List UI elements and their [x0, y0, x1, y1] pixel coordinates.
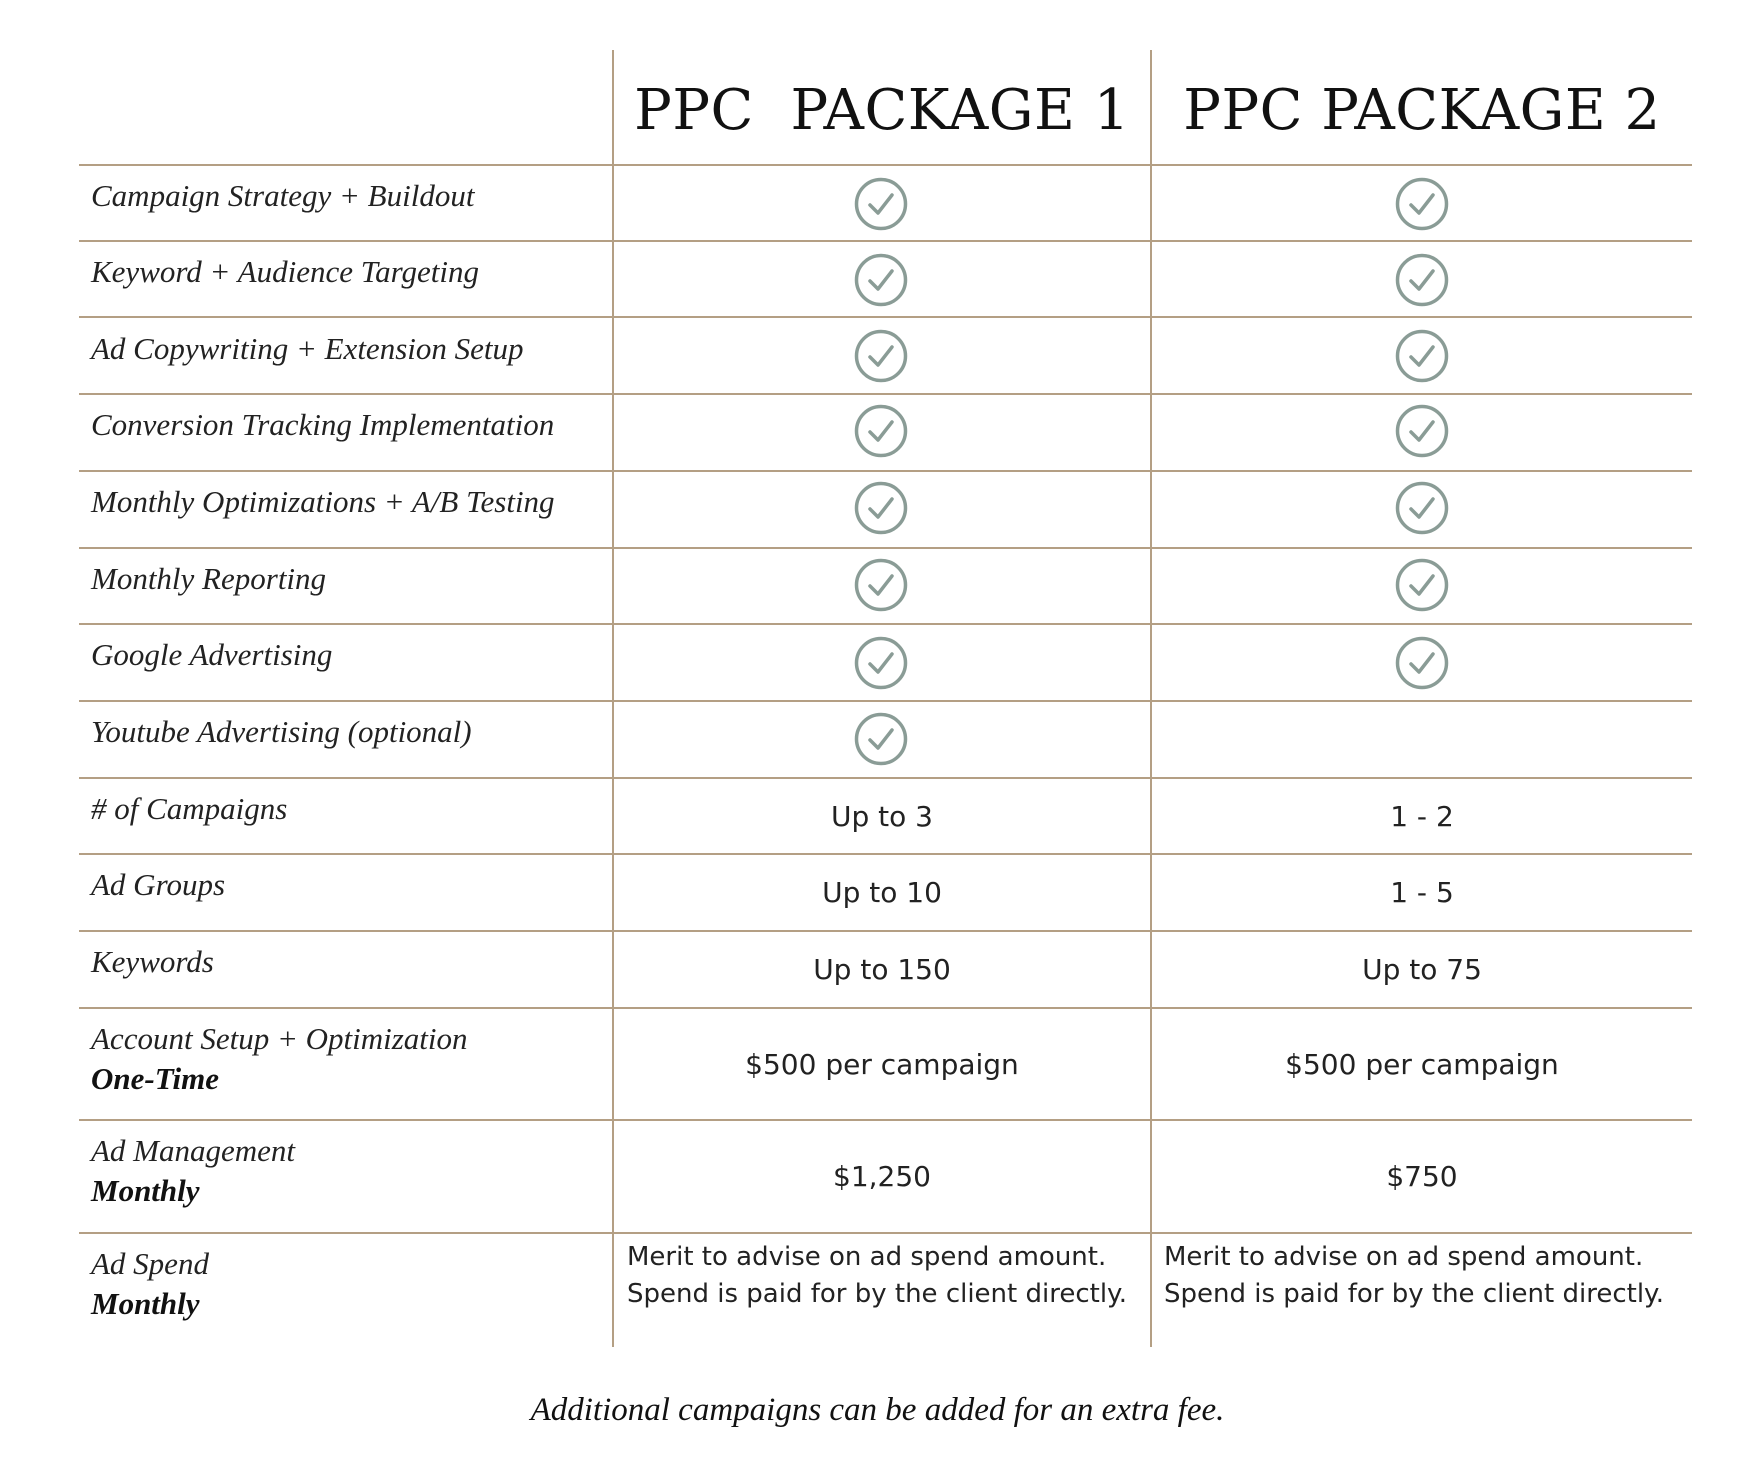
- limit-label: Keywords: [91, 944, 214, 979]
- check-circle-icon: [854, 404, 908, 458]
- check-circle-icon: [854, 253, 908, 307]
- check-circle-icon: [1395, 177, 1449, 231]
- ad-spend-label-text: Ad Spend: [91, 1246, 209, 1281]
- row-divider: [79, 164, 1692, 166]
- check-circle-icon: [1395, 481, 1449, 535]
- ad-spend-sublabel: Monthly: [91, 1286, 200, 1321]
- pricing-sublabel: Monthly: [91, 1173, 200, 1208]
- feature-label: Campaign Strategy + Buildout: [91, 178, 475, 213]
- ad-spend-label: [91, 1244, 209, 1324]
- limit-value: 1 - 2: [1390, 799, 1454, 833]
- pricing-label: [91, 1019, 468, 1099]
- feature-label: Keyword + Audience Targeting: [91, 254, 480, 289]
- footer-note: Additional campaigns can be added for an extra fee.: [530, 1392, 1225, 1428]
- check-circle-icon: [854, 481, 908, 535]
- package-1-title: PPC PACKAGE 1: [634, 77, 1130, 143]
- price-value: $500 per campaign: [1285, 1047, 1559, 1081]
- check-circle-icon: [1395, 253, 1449, 307]
- feature-label: Monthly Optimizations + A/B Testing: [91, 484, 555, 519]
- ad-spend-note-line: Spend is paid for by the client directly.: [627, 1279, 1127, 1309]
- check-circle-icon: [1395, 404, 1449, 458]
- price-value: $750: [1386, 1160, 1458, 1193]
- feature-label: Youtube Advertising (optional): [91, 714, 472, 749]
- ad-spend-note-line: Spend is paid for by the client directly.: [1164, 1279, 1664, 1309]
- check-circle-icon: [854, 329, 908, 383]
- row-divider: [79, 316, 1692, 318]
- row-divider: [79, 623, 1692, 625]
- pricing-label: [91, 1131, 295, 1211]
- row-divider: [79, 240, 1692, 242]
- check-circle-icon: [1395, 329, 1449, 383]
- feature-label: Monthly Reporting: [91, 561, 327, 596]
- ad-spend-note-package-2: [1164, 1239, 1664, 1313]
- price-value: $500 per campaign: [745, 1047, 1019, 1081]
- limit-value: 1 - 5: [1390, 876, 1454, 909]
- limit-value: Up to 75: [1362, 953, 1482, 986]
- check-circle-icon: [854, 558, 908, 612]
- feature-label: Ad Copywriting + Extension Setup: [91, 331, 524, 366]
- package-2-title: PPC PACKAGE 2: [1183, 77, 1661, 143]
- ad-spend-note-package-1: [627, 1239, 1127, 1313]
- row-divider: [79, 393, 1692, 395]
- pricing-label-text: Ad Management: [91, 1133, 296, 1168]
- limit-value: Up to 150: [813, 953, 951, 986]
- check-circle-icon: [1395, 558, 1449, 612]
- row-divider: [79, 470, 1692, 472]
- feature-label: Google Advertising: [91, 637, 333, 672]
- limit-value: Up to 10: [822, 876, 942, 909]
- check-circle-icon: [1395, 636, 1449, 690]
- feature-label: Conversion Tracking Implementation: [91, 407, 555, 442]
- limit-label: # of Campaigns: [91, 791, 288, 826]
- pricing-sublabel: One-Time: [91, 1061, 219, 1096]
- price-value: $1,250: [833, 1160, 931, 1193]
- limit-label: Ad Groups: [91, 867, 226, 902]
- check-circle-icon: [854, 636, 908, 690]
- ad-spend-note-line: Merit to advise on ad spend amount.: [1164, 1242, 1644, 1272]
- row-divider: [79, 700, 1692, 702]
- limit-value: Up to 3: [831, 799, 933, 833]
- row-divider: [79, 1232, 1692, 1234]
- ad-spend-note-line: Merit to advise on ad spend amount.: [627, 1242, 1107, 1272]
- row-divider: [79, 547, 1692, 549]
- check-circle-icon: [854, 177, 908, 231]
- check-circle-icon: [854, 712, 908, 766]
- pricing-label-text: Account Setup + Optimization: [91, 1021, 468, 1056]
